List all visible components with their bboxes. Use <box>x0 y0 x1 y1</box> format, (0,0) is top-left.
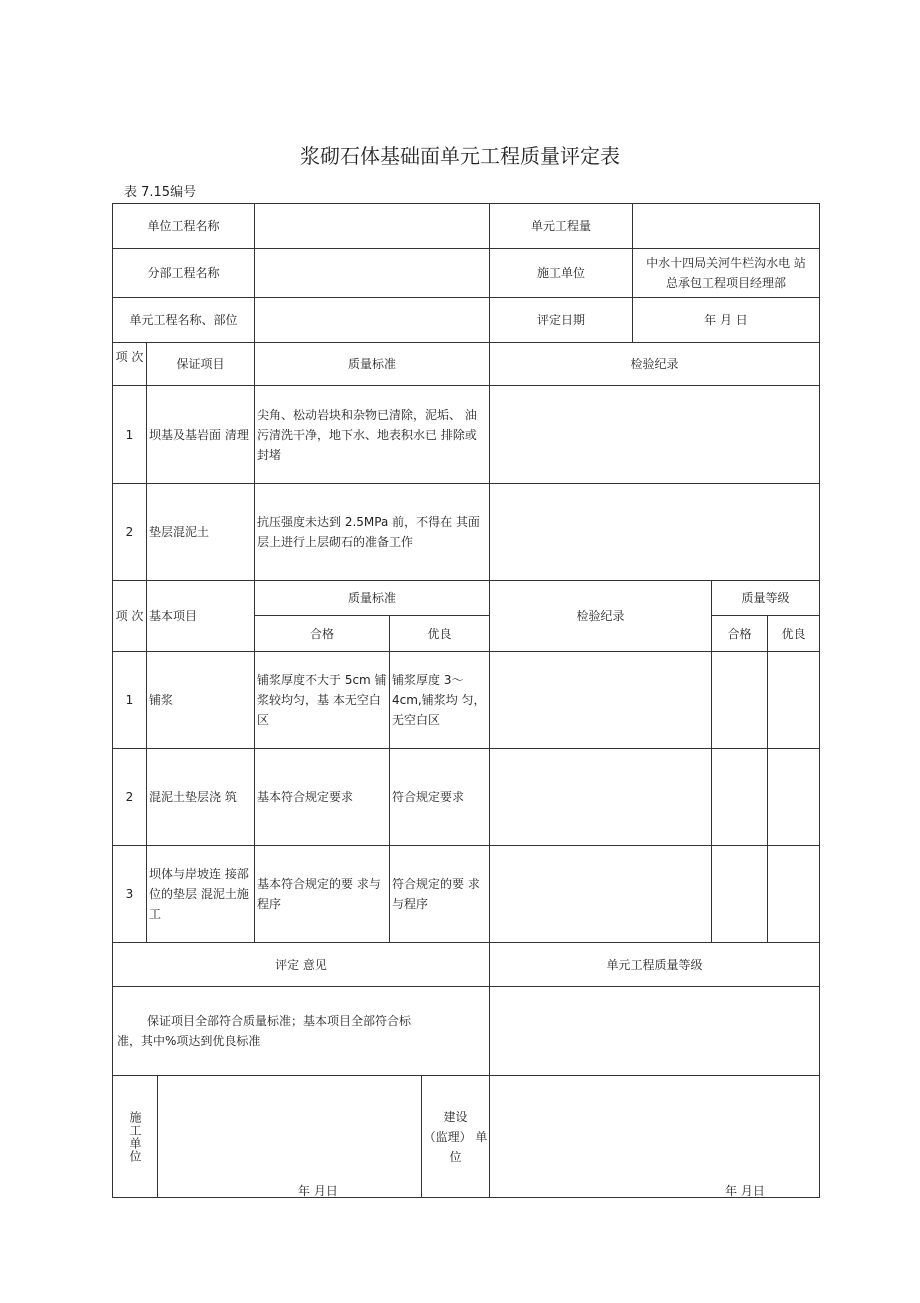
guarantee-row-1-record[interactable] <box>490 386 819 483</box>
basic-row-2-record[interactable] <box>490 749 711 845</box>
guarantee-row-1-standard: 尖角、松动岩块和杂物已清除，泥垢、 油污清洗干净，地下水、地表积水已 排除或封堵 <box>257 407 477 462</box>
unit-quantity-value[interactable] <box>633 204 819 248</box>
opinion-label: 评定 意见 <box>275 957 327 972</box>
basic-row-3-grade-pass[interactable] <box>712 846 767 942</box>
basic-pass-header: 合格 <box>309 626 334 641</box>
eval-date-label: 评定日期 <box>536 313 585 327</box>
element-name-value[interactable] <box>255 298 489 342</box>
basic-row-3-item: 坝体与岸坡连 接部位的垫层 混泥土施工 <box>149 867 249 921</box>
basic-row-1-grade-excellent[interactable] <box>768 652 819 748</box>
basic-row-3-grade-excellent[interactable] <box>768 846 819 942</box>
grade-label: 单元工程质量等级 <box>606 957 703 972</box>
table-code: 表 7.15编号 <box>124 185 197 200</box>
sub-project-label: 分部工程名称 <box>147 266 220 280</box>
basic-row-1-pass: 铺浆厚度不大于 5cm 铺浆较均匀，基 本无空白区 <box>257 673 387 727</box>
opinion-line2: 准，其中%项达到优良标准 <box>117 1034 261 1048</box>
grade-value[interactable] <box>490 987 819 1075</box>
supervision-label-line1: 建设 <box>443 1109 468 1124</box>
construction-unit-line2: 总承包工程项目经理部 <box>665 276 786 290</box>
guarantee-row-1-item: 坝基及基岩面 清理 <box>149 427 249 442</box>
guarantee-row-2-record[interactable] <box>490 484 819 580</box>
opinion-line1: 保证项目全部符合质量标准；基本项目全部符合标 <box>147 1014 412 1028</box>
basic-row-1-grade-pass[interactable] <box>712 652 767 748</box>
basic-row-3-pass: 基本符合规定的要 求与程序 <box>257 877 381 911</box>
basic-index-header: 项 次 <box>115 609 144 623</box>
supervision-sign-date: 年 月日 <box>725 1184 765 1198</box>
basic-row-2-grade-excellent[interactable] <box>768 749 819 845</box>
basic-row-2-grade-pass[interactable] <box>712 749 767 845</box>
basic-row-1-record[interactable] <box>490 652 711 748</box>
unit-project-label: 单位工程名称 <box>147 219 220 233</box>
supervision-sign-label <box>422 1076 489 1197</box>
guarantee-row-2-no: 2 <box>125 525 134 539</box>
construction-unit-value <box>633 249 819 297</box>
guarantee-row-2-standard: 抗压强度未达到 2.5MPa 前，不得在 其面层上进行上层砌石的准备工作 <box>257 515 480 549</box>
border-right <box>819 203 820 1198</box>
basic-row-2-item: 混泥土垫层浇 筑 <box>149 790 237 804</box>
construction-unit-line1: 中水十四局关河牛栏沟水电 站 <box>646 256 806 270</box>
guarantee-standard-header: 质量标准 <box>347 357 396 371</box>
construction-unit-sign-label: 施工单位 <box>128 1110 142 1163</box>
basic-grade-excellent-header: 优良 <box>781 626 806 641</box>
construction-sign-date: 年 月日 <box>298 1184 338 1198</box>
basic-row-3-record[interactable] <box>490 846 711 942</box>
page-title: 浆砌石体基础面单元工程质量评定表 <box>300 144 620 168</box>
border-bottom <box>112 1197 820 1198</box>
basic-excellent-header: 优良 <box>427 626 452 641</box>
opinion-text <box>113 987 489 1075</box>
basic-standard-header: 质量标准 <box>347 591 396 605</box>
basic-item-header: 基本项目 <box>149 609 198 623</box>
construction-unit-label: 施工单位 <box>536 266 585 280</box>
basic-row-2-pass: 基本符合规定要求 <box>257 790 354 804</box>
element-name-label: 单元工程名称、部位 <box>129 313 238 327</box>
basic-grade-header: 质量等级 <box>741 591 790 605</box>
guarantee-item-header: 保证项目 <box>176 357 225 371</box>
guarantee-row-2-item: 垫层混泥土 <box>149 525 210 539</box>
basic-row-3-no: 3 <box>125 887 134 901</box>
unit-quantity-label: 单元工程量 <box>530 219 591 233</box>
supervision-sign-area[interactable] <box>490 1076 819 1176</box>
basic-record-header: 检验纪录 <box>576 609 625 623</box>
basic-row-1-item: 铺浆 <box>149 693 174 707</box>
guarantee-row-1-no: 1 <box>125 427 134 442</box>
guarantee-index-header: 项 次 <box>115 350 144 364</box>
eval-date-value: 年 月 日 <box>704 313 748 327</box>
basic-grade-pass-header: 合格 <box>727 626 752 641</box>
basic-row-3-excellent: 符合规定的要 求与程序 <box>392 877 480 911</box>
unit-project-value[interactable] <box>255 204 489 248</box>
supervision-label-line3: 位 <box>449 1149 462 1164</box>
sub-project-value[interactable] <box>255 249 489 297</box>
guarantee-record-header: 检验纪录 <box>630 357 679 371</box>
basic-row-2-no: 2 <box>125 790 134 804</box>
basic-row-1-no: 1 <box>125 693 134 707</box>
construction-sign-area[interactable] <box>158 1076 421 1176</box>
basic-row-1-excellent: 铺浆厚度 3〜4cm,铺浆均 匀，无空白区 <box>392 673 486 727</box>
supervision-label-line2: （监理） 单 <box>423 1129 488 1144</box>
basic-row-2-excellent: 符合规定要求 <box>392 790 465 804</box>
